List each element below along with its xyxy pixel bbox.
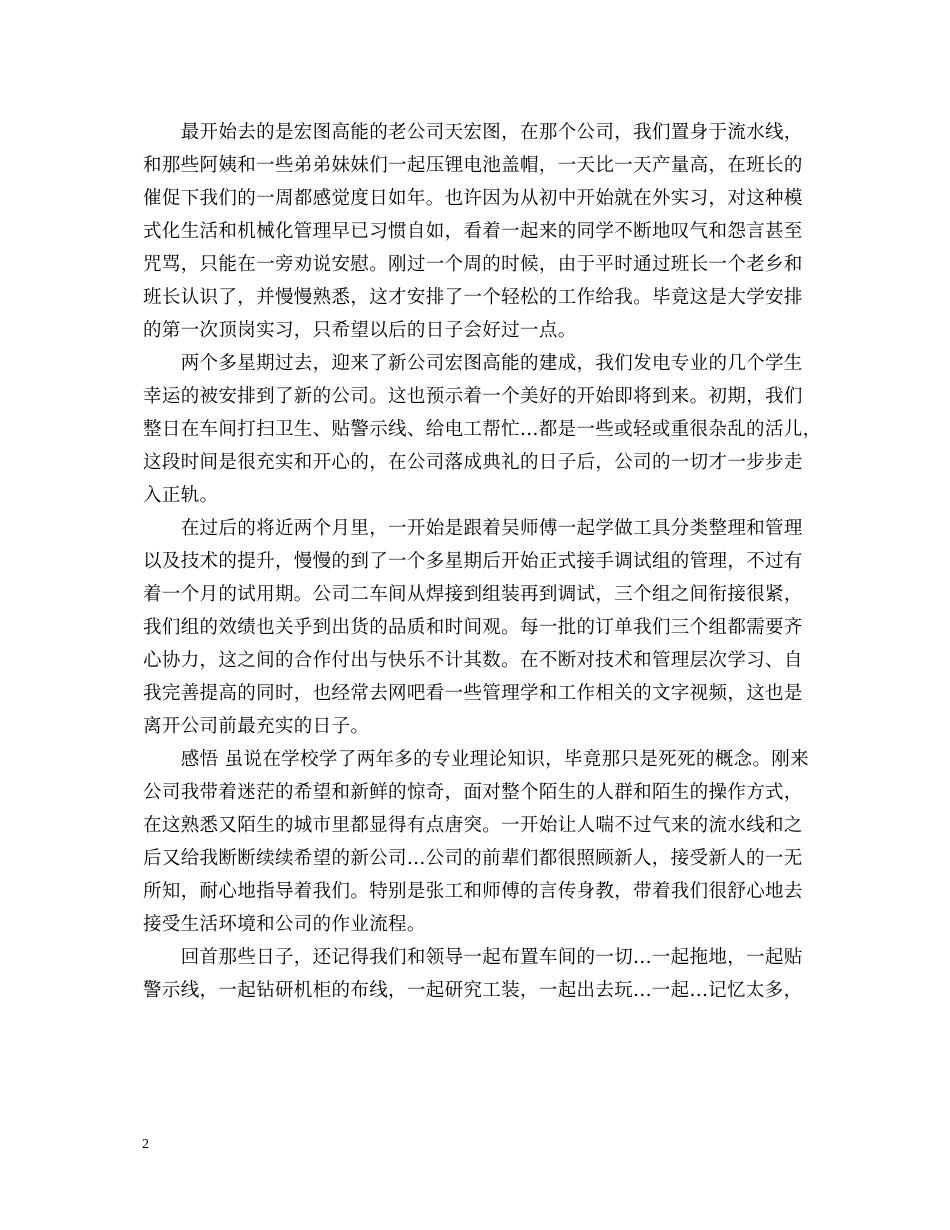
text-line: 入正轨。: [143, 485, 219, 506]
text-line: 咒骂，只能在一旁劝说安慰。刚过一个周的时候，由于平时通过班长一个老乡和: [143, 254, 803, 275]
text-line: 接受生活环境和公司的作业流程。: [143, 914, 426, 935]
text-line: 离开公司前最充实的日子。: [143, 716, 370, 737]
text-line: 以及技术的提升，慢慢的到了一个多星期后开始正式接手调试组的管理，不过有: [143, 551, 803, 572]
text-line: 这段时间是很充实和开心的，在公司落成典礼的日子后，公司的一切才一步步走: [143, 452, 803, 473]
text-line: 催促下我们的一周都感觉度日如年。也许因为从初中开始就在外实习，对这种模: [143, 188, 803, 209]
text-line: 我们组的效绩也关乎到出货的品质和时间观。每一批的订单我们三个组都需要齐: [143, 617, 803, 638]
text-line: 所知，耐心地指导着我们。特别是张工和师傅的言传身教，带着我们很舒心地去: [143, 881, 803, 902]
text-line: 最开始去的是宏图高能的老公司天宏图，在那个公司，我们置身于流水线，: [143, 122, 803, 143]
text-line: 我完善提高的同时，也经常去网吧看一些管理学和工作相关的文字视频，这也是: [143, 683, 803, 704]
text-line: 整日在车间打扫卫生、贴警示线、给电工帮忙...都是一些或轻或重很杂乱的活儿，: [143, 419, 822, 440]
text-line: 的第一次顶岗实习，只希望以后的日子会好过一点。: [143, 320, 577, 341]
text-line: 警示线，一起钻研机柜的布线，一起研究工装，一起出去玩...一起...记忆太多，: [143, 980, 803, 1001]
text-line: 幸运的被安排到了新的公司。这也预示着一个美好的开始即将到来。初期，我们: [143, 386, 803, 407]
text-line: 心协力，这之间的合作付出与快乐不计其数。在不断对技术和管理层次学习、自: [143, 650, 803, 671]
text-line: 班长认识了，并慢慢熟悉，这才安排了一个轻松的工作给我。毕竟这是大学安排: [143, 287, 803, 308]
text-line: 和那些阿姨和一些弟弟妹妹们一起压锂电池盖帽，一天比一天产量高，在班长的: [143, 155, 803, 176]
text-line: 着一个月的试用期。公司二车间从焊接到组装再到调试，三个组之间衔接很紧，: [143, 584, 803, 605]
text-line: 后又给我断断续续希望的新公司...公司的前辈们都很照顾新人，接受新人的一无: [143, 848, 803, 869]
text-line: 公司我带着迷茫的希望和新鲜的惊奇，面对整个陌生的人群和陌生的操作方式，: [143, 782, 803, 803]
page-number: 2: [142, 1137, 149, 1152]
text-line: 式化生活和机械化管理早已习惯自如，看着一起来的同学不断地叹气和怨言甚至: [143, 221, 803, 242]
text-line: 在过后的将近两个月里，一开始是跟着吴师傅一起学做工具分类整理和管理: [143, 518, 803, 539]
text-line: 两个多星期过去，迎来了新公司宏图高能的建成，我们发电专业的几个学生: [143, 353, 803, 374]
text-line: 回首那些日子，还记得我们和领导一起布置车间的一切...一起拖地，一起贴: [143, 947, 803, 968]
text-line: 在这熟悉又陌生的城市里都显得有点唐突。一开始让人喘不过气来的流水线和之: [143, 815, 803, 836]
text-line: 感悟 虽说在学校学了两年多的专业理论知识，毕竟那只是死死的概念。刚来: [143, 749, 809, 770]
